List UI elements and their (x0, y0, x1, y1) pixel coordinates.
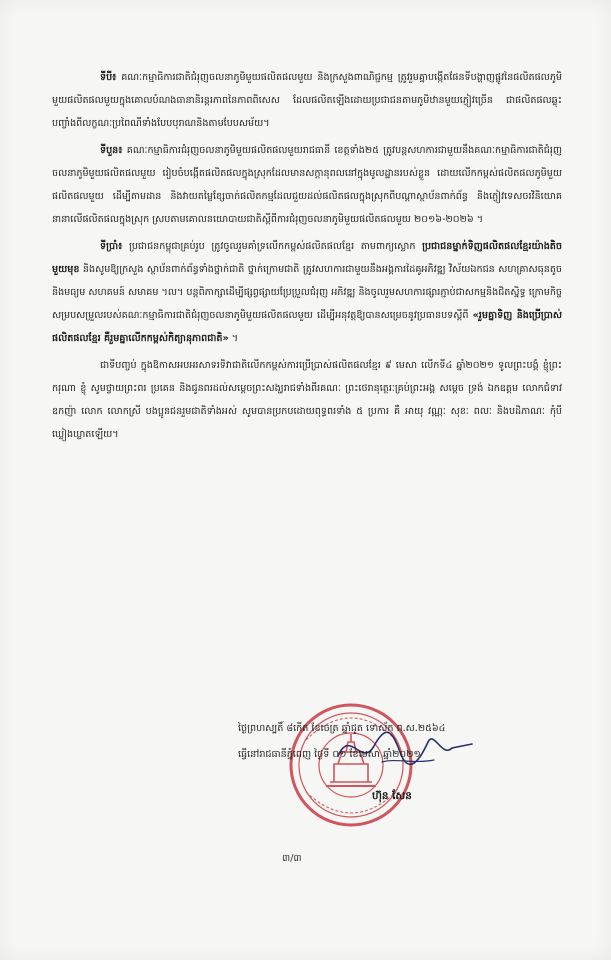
date-lunar: ថ្ងៃព្រហស្បតិ៍ ៨កើត ខែចេត្រ ឆ្នាំជូត ទោស័ក ព.ស.២៥៦៤ (238, 723, 446, 734)
date-block (238, 716, 578, 768)
paragraph-label: ទីបួន៖ (100, 145, 123, 156)
paragraph-third (52, 66, 562, 135)
paragraph-text: ។ (228, 333, 239, 344)
slogan-text: ប្រជាជនម្នាក់ទិញផលិតផលខ្មែរយ៉ាងតិចមួយមុខ (52, 241, 562, 275)
paragraph-label: ទីបី៖ (100, 72, 117, 83)
date-solar: ធ្វើនៅរាជធានីភ្នំពេញ ថ្ងៃទី ០១ ខែមេសា ឆ្នាំ២០២១ (238, 749, 421, 760)
paragraph-text: ប្រជាជនកម្ពុជាគ្រប់រូប ត្រូវចូលរួមគាំទ្រលើកកម្ពស់ផលិតផលខ្មែរ តាមពាក្យស្លោក (128, 241, 423, 252)
document-body (52, 66, 562, 450)
paragraph-fourth (52, 139, 562, 231)
paragraph-text: គណៈកម្មាធិការជាតិជំរុញចលនាភូមិមួយផលិតផលមួយ និងក្រសួងពាណិជ្ជកម្ម ត្រូវរួមគ្នាបង្កើតផែនទីបង្ហាញផ្លូវនៃផលិតផលភូមិមួយផលិតផលមួយក្នុងគោលបំណងធានានិរន្តរភាពនៃភាពពិសេស ដែលផលិតឡើងដោយប្រជាជនតាមភូមិឋានមួយភ្ញៀវច្រើន ជាផលិតផលឆ្លុះបញ្ចាំងពីលក្ខណៈប្រពៃណីទាំងបែបបុរាណនិងតាមបែបសម័យ។ (52, 72, 562, 129)
signer-name: ហ៊ុន សែន (372, 790, 412, 802)
paragraph-closing (52, 354, 562, 446)
paragraph-text: ជាទីបញ្ចប់ ក្នុងឱកាសអបអរសាទរទិវាជាតិលើកកម្ពស់ការប្រើប្រាស់ផលិតផលខ្មែរ ៩ មេសា លើកទី៤ ឆ្នាំ២០២១ ទូលព្រះបង្គំ ខ្ញុំព្រះករុណា ខ្ញុំ សូមថ្វាយព្រះពរ ប្រគេន និងជូនពរដល់សម្តេចព្រះសង្ឃរាជទាំងពីរគណៈ ព្រះថេរានុត្ថេរៈគ្រប់ព្រះអង្គ សម្តេច ទ្រង់ ឯកឧត្តម លោកជំទាវ ឧកញ៉ា លោក លោកស្រី បងប្អូនជនរួមជាតិទាំងអស់ សូមបានប្រកបដោយពុទ្ធពរទាំង ៥ ប្រការ គឺ អាយុ វណ្ណៈ សុខៈ ពលៈ និងបដិភាណៈ កុំបីឃ្លៀងឃ្លាតឡើយ។ (52, 360, 562, 440)
page-number: ៣/៣ (282, 853, 302, 864)
paragraph-text: គណៈកម្មាធិការជំរុញចលនាភូមិមួយផលិតផលមួយរាជធានី ខេត្តទាំង២៥ ត្រូវបន្តសហការជាមួយនឹងគណៈកម្មាធិការជាតិជំរុញចលនាភូមិមួយផលិតផលមួយ រៀបចំបង្កើតផលិតផលក្នុងស្រុកដែលមានសក្តានុពលនៅក្នុងមូលដ្ឋានរបស់ខ្លួន ដោយលើកកម្ពស់ផលិតផលភូមិមួយផលិតផលមួយ ដើម្បីតាមដាន និងវាយតម្លៃខ្សែចាក់ផលិតកម្មដែលជួយដល់ផលិតផលក្នុងស្រុកពីបណ្តាស្ថាប័នពាក់ព័ន្ធ និងភ្ញៀវទេសចរវិនិយោគ នានាលើផលិតផលក្នុងស្រុក ស្របតាមគោលនយោបាយជាតិស្តីពីការជំរុញចលនាភូមិមួយផលិតផលមួយ ២០១៦-២០២៦ ។ (52, 145, 562, 225)
paragraph-label: ទីប្រាំ៖ (100, 241, 123, 252)
paragraph-fifth (52, 235, 562, 350)
paragraph-text: និងសូមឱ្យក្រសួង ស្ថាប័នពាក់ព័ន្ធទាំងថ្នាក់ជាតិ ថ្នាក់ក្រោមជាតិ ត្រូវសហការជាមួយនឹងអង្គការដៃគូអភិវឌ្ឍ វិស័យឯកជន សហគ្រាសធុនតូចនិងមធ្យម សហគមន៍ សមាគម ។ល។ បន្តពិភាក្សាដើម្បីផ្សព្វផ្សាយប្រែប្រួលជំរុញ អភិវឌ្ឍ និងចូលរួមសហការផ្សារភ្ជាប់ជាសកម្មនិងជិតស្និទ្ធ ក្រោមកិច្ចសម្របសម្រួលរបស់គណៈកម្មាធិការជាតិជំរុញចលនាភូមិមួយផលិតផលមួយ ដើម្បីអនុវត្តឱ្យបានសម្រេចនូវប្រធានបទស្តីពី (52, 264, 562, 321)
theme-text: «រួមគ្នាទិញ និងប្រើប្រាស់ផលិតផលខ្មែរ គឺរួមគ្នាលើកកម្ពស់កិត្យានុភាពជាតិ» (52, 310, 562, 344)
